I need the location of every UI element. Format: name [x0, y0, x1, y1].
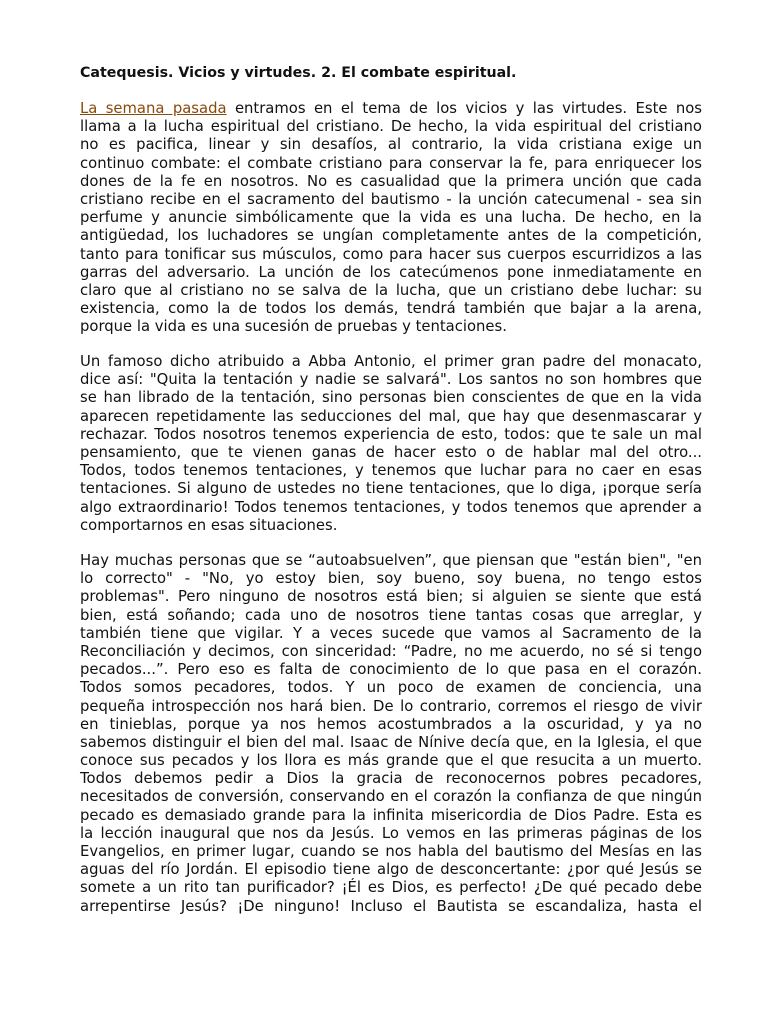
- text-line: necesitados de conversión, conservando en el corazón la confianza de que ningún: [80, 788, 702, 806]
- text-line: algo extraordinario! Todos tenemos tentaciones, y todos tenemos que aprender a: [80, 498, 702, 516]
- text-line: también tiene que vigilar. Y a veces sucede que vamos al Sacramento de la: [80, 624, 702, 642]
- text-line: se han librado de la tentación, sino personas bien conscientes de que en la vida: [80, 389, 702, 407]
- text-line: pecado es demasiado grande para la infinita misericordia de Dios Padre. Esta es: [80, 806, 702, 824]
- text-line: antigüedad, los luchadores se ungían completamente antes de la competición,: [80, 227, 702, 245]
- text-line: garras del adversario. La unción de los catecúmenos pone inmediatamente en: [80, 263, 702, 281]
- text-line: dones de la fe en nosotros. No es casualidad que la primera unción que cada: [80, 172, 702, 190]
- text-line: aguas del río Jordán. El episodio tiene algo de desconcertante: ¿por qué Jesús se: [80, 861, 702, 879]
- text-line: pequeña introspección nos hará bien. De lo contrario, corremos el riesgo de vivir: [80, 697, 702, 715]
- document-title: Catequesis. Vicios y virtudes. 2. El combate espiritual.: [80, 65, 517, 81]
- text-line: cristiano recibe en el sacramento del bautismo - la unción catecumenal - sea sin: [80, 190, 702, 208]
- text-line: somete a un rito tan purificador? ¡Él es Dios, es perfecto! ¿De qué pecado debe: [80, 879, 702, 897]
- text-line: sabemos distinguir el bien del mal. Isaac de Nínive decía que, en la Iglesia, el que: [80, 733, 702, 751]
- text-line: Todos somos pecadores, todos. Y un poco de examen de conciencia, una: [80, 679, 702, 697]
- text-line: conoce sus pecados y los llora es más grande que el que resucita a un muerto.: [80, 752, 702, 770]
- text-line: lo correcto" - "No, yo estoy bien, soy bueno, soy buena, no tengo estos: [80, 570, 702, 588]
- text-line: existencia, como la de todos los demás, tendrá también que bajar a la arena,: [80, 300, 702, 318]
- text-line: dice así: "Quita la tentación y nadie se salvará". Los santos no son hombres que: [80, 371, 702, 389]
- text-line: tanto para tonificar sus músculos, como para hacer sus cuerpos escurridizos a las: [80, 245, 702, 263]
- text-line: tentaciones. Si alguno de ustedes no tiene tentaciones, que lo diga, ¡porque sería: [80, 480, 702, 498]
- paragraph-2: [80, 353, 702, 535]
- text-line: Reconciliación y decimos, con sinceridad: “Padre, no me acuerdo, no sé si tengo: [80, 642, 702, 660]
- text-line: llama a la lucha espiritual del cristiano. De hecho, la vida espiritual del cristiano: [80, 118, 702, 136]
- text-line: rechazar. Todos nosotros tenemos experiencia de esto, todos: que te sale un mal: [80, 425, 702, 443]
- text-line: perfume y anuncie simbólicamente que la vida es una lucha. De hecho, en la: [80, 209, 702, 227]
- text-line: Todos debemos pedir a Dios la gracia de reconocernos pobres pecadores,: [80, 770, 702, 788]
- paragraph-3: [80, 552, 702, 916]
- text-line: bien, está soñando; cada uno de nosotros tiene tantas cosas que arreglar, y: [80, 606, 702, 624]
- text-line: la lección inaugural que nos da Jesús. Lo vemos en las primeras páginas de los: [80, 824, 702, 842]
- previous-week-link[interactable]: La semana pasada: [80, 100, 227, 117]
- text-line: [80, 100, 702, 118]
- text-line: porque la vida es una sucesión de pruebas y tentaciones.: [80, 318, 507, 336]
- text-line: Evangelios, en primer lugar, cuando se nos habla del bautismo del Mesías en las: [80, 843, 702, 860]
- text-line: problemas". Pero ninguno de nosotros está bien; si alguien se siente que está: [80, 588, 702, 606]
- text-line: no es pacifica, linear y sin desafíos, al contrario, la vida cristiana exige un: [80, 136, 702, 154]
- text-line: Todos, todos tenemos tentaciones, y tenemos que luchar para no caer en esas: [80, 462, 702, 480]
- paragraph-1: [80, 100, 702, 336]
- text-line: pensamiento, que te vienen ganas de hacer esto o de hablar mal del otro...: [80, 443, 702, 461]
- text-line: en tinieblas, porque ya nos hemos acostumbrados a la oscuridad, y ya no: [80, 715, 702, 733]
- text-line: Hay muchas personas que se “autoabsuelven”, que piensan que "están bien", "en: [80, 552, 702, 569]
- text-line: comportarnos en esas situaciones.: [80, 516, 338, 534]
- text-line: Un famoso dicho atribuido a Abba Antonio, el primer gran padre del monacato,: [80, 353, 702, 370]
- text-line: arrepentirse Jesús? ¡De ninguno! Incluso el Bautista se escandaliza, hasta el: [80, 897, 702, 915]
- text-line: pecados...”. Pero eso es falta de conocimiento de lo que pasa en el corazón.: [80, 661, 702, 679]
- text-line: claro que al cristiano no se salva de la lucha, que un cristiano debe luchar: su: [80, 281, 702, 299]
- text-line: continuo combate: el combate cristiano para conservar la fe, para enriquecer los: [80, 154, 702, 172]
- text-line: aparecen repetidamente las seducciones del mal, que hay que desenmascarar y: [80, 407, 702, 425]
- text-line-rest: entramos en el tema de los vicios y las virtudes. Este nos: [226, 100, 703, 117]
